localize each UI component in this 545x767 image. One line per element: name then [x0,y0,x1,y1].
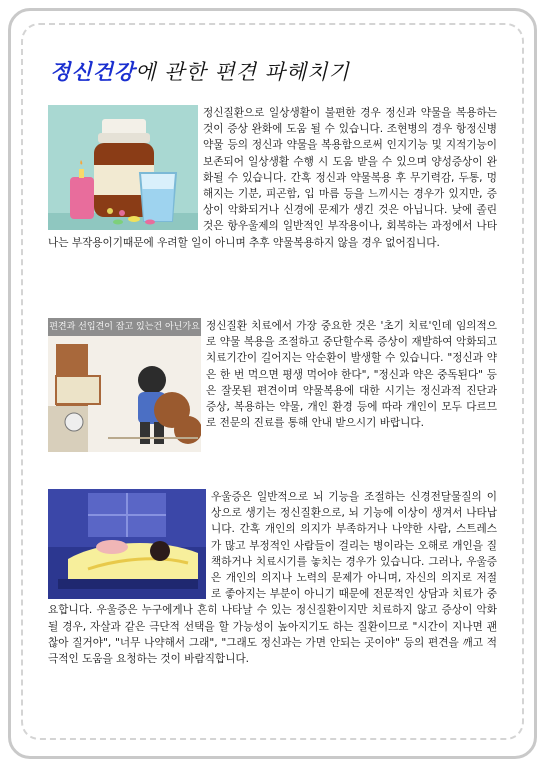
prejudice-illustration [48,318,201,452]
title-highlight: 정신건강 [50,60,136,84]
section-depression-text: 우울증은 일반적으로 뇌 기능을 조절하는 신경전달물질의 이상으로 생기는 정신질환으로, 뇌 기능에 이상이 생겨서 나타납니다. 간혹 개인의 의지가 부족하거나 나약한 사람, 스트레스가 많고 부정적인 사람들이 걸리는 병이라는 오해로 개인을 질책하거나 치료시기를 놓치는 경우가 있습니다. 그러나, 우울증은 개인의 의지나 노력의 문제가 아니며, 자신의 의지로 저절로 좋아지는 부분이 아니기 때문에 전문적인 상담과 치료가 중요합니다. 우울증은 누구에게나 흔히 나타날 수 있는 정신질환이지만 치료하지 않고 증상이 악화될 경우, 자살과 같은 극단적 선택을 할 가능성이 높아지기도 하는 질환이므로 "시간이 지나면 괜찮아 질거야", "너무 나약해서 그래", "그래도 정신과는 가면 안되는 곳이야" 등의 편견을 깨고 적극적인 도움을 요청하는 것이 바람직합니다. [48,491,497,666]
page-title [50,56,350,86]
section-medication-text: 정신질환으로 일상생활이 불편한 경우 정신과 약물을 복용하는 것이 증상 완화에 도움 될 수 있습니다. 조현병의 경우 항정신병약물 등의 정신과 약물을 복용함으로써 인지기능 및 지적기능이 보존되어 일상생활 수행 시 도움 받을 수 있으며 양성증상이 완화될 수 있습니다. 간혹 정신과 약물복용 후 무기력감, 두통, 멍해지는 기분, 피곤함, 입 마름 등을 느끼시는 경우가 있지만, 증상이 악화되거나 신경에 문제가 생긴 것은 아닙니다. 낮에 졸린 것은 항우울제의 일반적인 부작용이나, 회복하는 과정에서 나타나는 부작용이기때문에 우려할 일이 아니며 추후 약물복용하지 않을 경우 없어집니다. [48,107,497,249]
section-prejudice-text: 정신질환 치료에서 가장 중요한 것은 '초기 치료'인데 임의적으로 약물 복용을 조절하고 중단할수록 증상이 재발하여 악화되고 치료기간이 길어지는 악순환이 발생할 수 있습니다. "정신과 약은 한 번 먹으면 평생 먹어야 한다", "정신과 약은 중독된다" 등은 잘못된 편견이며 약물복용에 대한 시기는 정신과적 진단과 증상, 복용하는 약물, 개인 환경 등에 따라 개인이 모두 다르므로 전문의 진료를 통해 안내 받으시기 바랍니다. [206,320,497,430]
section-prejudice [48,318,497,454]
medicine-illustration [48,105,198,230]
section-depression [48,489,497,667]
depression-illustration [48,489,206,599]
title-rest: 에 관한 편견 파헤치기 [135,60,350,84]
section-medication [48,105,497,251]
illustration-caption: 편견과 선입견이 잡고 있는건 아닌가요 [48,318,201,336]
